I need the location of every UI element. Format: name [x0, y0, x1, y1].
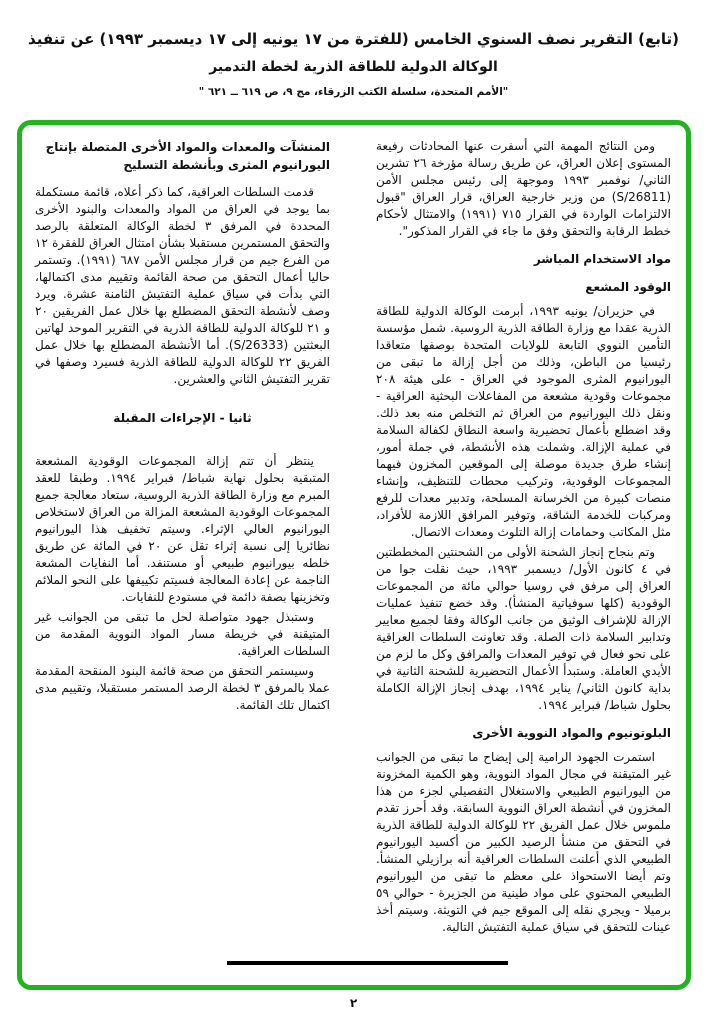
paragraph-continued-efforts: وستبذل جهود متواصلة لحل ما تبقى من الجوانب غير المتيقنة في خريطة مسار المواد النووية المقدمة من السلطات العراقية.	[35, 610, 330, 658]
heading-next-steps: ثانيا - الإجراءات المقبلة	[113, 411, 252, 425]
paragraph-uranium-clarification: استمرت الجهود الرامية إلى إيضاح ما تبقى من الجوانب غير المتيقنة في مجال المواد النووية، وهو الكمية المخزونة من اليورانيوم الطبيعي والاستغلال التفصيلي لجزء من هذا المخزون في أنشطة العراق النووية السابقة. وقد أحرز تقدم ملموس خلال عمل الفريق ٢٢ للوكالة الدولية للطاقة الذرية في التحقق من منشأ الرصيد الكبير من أكسيد اليورانيوم الطبيعي الذي أعلنت السلطات العراقية أنه برازيلي المنشأ. وتم أيضا الاستحواذ على معظم ما تبقى من اليورانيوم الطبيعي المحتوي على مواد طينية من الجزيرة - حوالي ٥٩ برميلا - ويجري نقله إلى الموقع جيم في التويثة. وسيتم أخذ عينات للتحقق في سياق عملية التفتيش التالية.	[376, 750, 671, 934]
paragraph-fuel-removal-contract: في حزيران/ يونيه ١٩٩٣، أبرمت الوكالة الدولية للطاقة الذرية عقدا مع وزارة الطاقة الذرية الروسية. شمل مؤسسة التأمين النووي التابعة للولايات المتحدة بوصفها متعاقدا رئيسيا من الباطن، وذلك من أجل إزالة ما تبقى من اليورانيوم المثرى الموجود في العراق - على هيئة ٢٠٨ مجموعات وقودية مشععة من المفاعلات البحثية العراقية - ونقل ذلك اليورانيوم من العراق ثم التخلص منه بعد ذلك. وقد اضطلع بأعمال تحضيرية واسعة النطاق لكفالة السلامة في عملية الإزالة. وشملت هذه الأنشطة، في جملة أمور، إنشاء طرق جديدة موصلة إلى الموقعين المخزون فيهما المجموعات الوقودية، وتركيب محطات للتنظيف، وإنشاء منصات كبيرة من الخرسانة المسلحة، وتدبير معدات للرفع ومركبات للخدمة الشاقة، وتوفير المرافق اللازمة للأفراد، مثل المكاتب وحمامات إزالة التلوث ومعدات الاتصال.	[376, 304, 671, 539]
paragraph-updated-list: قدمت السلطات العراقية، كما ذكر أعلاه، قائمة مستكملة بما يوجد في العراق من المواد والمعدات والبنود الأخرى المحددة في المرفق ٣ لخطة الوكالة المتعلقة بالرصد والتحقق المستمرين مستقبلا بشأن امتثال العراق للفقرة ١٢ من الفرع جيم من قرار مجلس الأمن ٦٨٧ (١٩٩١). وتستمر حاليا أعمال التحقق من صحة القائمة وتقييم مدى اكتمالها، التي بدأت في سياق عملية التفتيش الثامنة عشرة. ويرد وصف لأنشطة التحقق المضطلع بها خلال عمل الفريقين ٢٠ و ٢١ للوكالة الدولية للطاقة الذرية في التقرير الموحد لهاتين البعثتين (S/26333). أما الأنشطة المضطلع بها خلال عمل الفريق ٢٢ للوكالة الدولية للطاقة الذرية فسيرد وصفها في تقرير التفتيش الثاني والعشرين.	[35, 185, 331, 386]
source-citation: "الأمم المتحدة، سلسلة الكتب الزرقاء، مج ٩، ص ٦١٩ ــ ٦٢١ "	[198, 86, 509, 98]
document-header	[0, 28, 707, 100]
content-border-box	[17, 120, 691, 990]
paragraph-first-shipment: وتم بنجاح إنجاز الشحنة الأولى من الشحنتين المخططتين في ٤ كانون الأول/ ديسمبر ١٩٩٣، حيث نقلت جوا من العراق إلى مرفق في روسيا حوالي مائة من المجموعات الوقودية (كلها سوفياتية المنشأ). وقد خضع تنفيذ عمليات الإزالة للإشراف الوثيق من جانب الوكالة وفقا لجميع معايير وتدابير السلامة ذات الصلة. وقد تعاونت السلطات العراقية على نحو فعال في توفير المعدات والمرافق وكل ما لزم من الأيدي العاملة. وستبدأ الأعمال التحضيرية للشحنة الثانية في بداية كانون الثاني/ يناير ١٩٩٤، بهدف إنجاز الإزالة الكاملة بحلول شباط/ فبراير ١٩٩٤.	[376, 545, 672, 712]
left-column	[35, 138, 330, 717]
paragraph-list-verification: وسيستمر التحقق من صحة قائمة البنود المنقحة المقدمة عملا بالمرفق ٣ لخطة الرصد المستمر مستقبلا، وتقييم مدى اكتمال تلك القائمة.	[35, 664, 330, 712]
report-title-line1: (تابع) التقرير نصف السنوي الخامس (للفترة من ١٧ يونيه إلى ١٧ ديسمبر ١٩٩٣) عن تنفيذ	[28, 30, 679, 48]
page-number: ٢	[349, 996, 358, 1010]
report-title-line2: الوكالة الدولية للطاقة الذرية لخطة التدمير	[209, 59, 498, 75]
heading-irradiated-fuel: الوقود المشعع	[585, 280, 671, 294]
right-column	[376, 138, 671, 939]
heading-plutonium-other-materials: البلوتونيوم والمواد النووية الأخرى	[472, 726, 671, 740]
paragraph-talks-results: ومن النتائج المهمة التي أسفرت عنها المحادثات رفيعة المستوى إعلان العراق، عن طريق رسالة مؤرخة ٢٦ تشرين الثاني/ نوفمبر ١٩٩٣ وموجهة إلى رئيس مجلس الأمن (S/26811) من وزير خارجية العراق، قرار العراق "قبول الالتزامات الواردة في القرار ٧١٥ (١٩٩١) والامتثال لأحكام خطط الرقابة والتحقق وفق ما جاء في القرار المذكور".	[376, 139, 672, 238]
heading-facilities-equipment: المنشآت والمعدات والمواد الأخرى المتصلة بإنتاج اليورانيوم المثرى وبأنشطة التسليح	[45, 140, 330, 172]
end-of-document-rule	[227, 961, 508, 965]
heading-direct-use-materials: مواد الاستخدام المباشر	[533, 252, 671, 266]
paragraph-remaining-removal: ينتظر أن تتم إزالة المجموعات الوقودية المشععة المتبقية بحلول نهاية شباط/ فبراير ١٩٩٤. وطبقا للعقد المبرم مع وزارة الطاقة الذرية الروسية، ستعاد معالجة جميع المجموعات الوقودية المشععة المزالة من العراق لاستخلاص اليورانيوم العالي الإثراء. وسيتم تخفيف هذا اليورانيوم نظائريا إلى نسبة إثراء تقل عن ٢٠ في المائة عن طريق خلطه بيورانيوم طبيعي أو مستنفد. أما النفايات المشعة الناجمة عن إعادة المعالجة فسيتم تكييفها على النحو الملائم وتخزينها بصفة دائمة في مستودع للنفايات.	[35, 454, 330, 604]
